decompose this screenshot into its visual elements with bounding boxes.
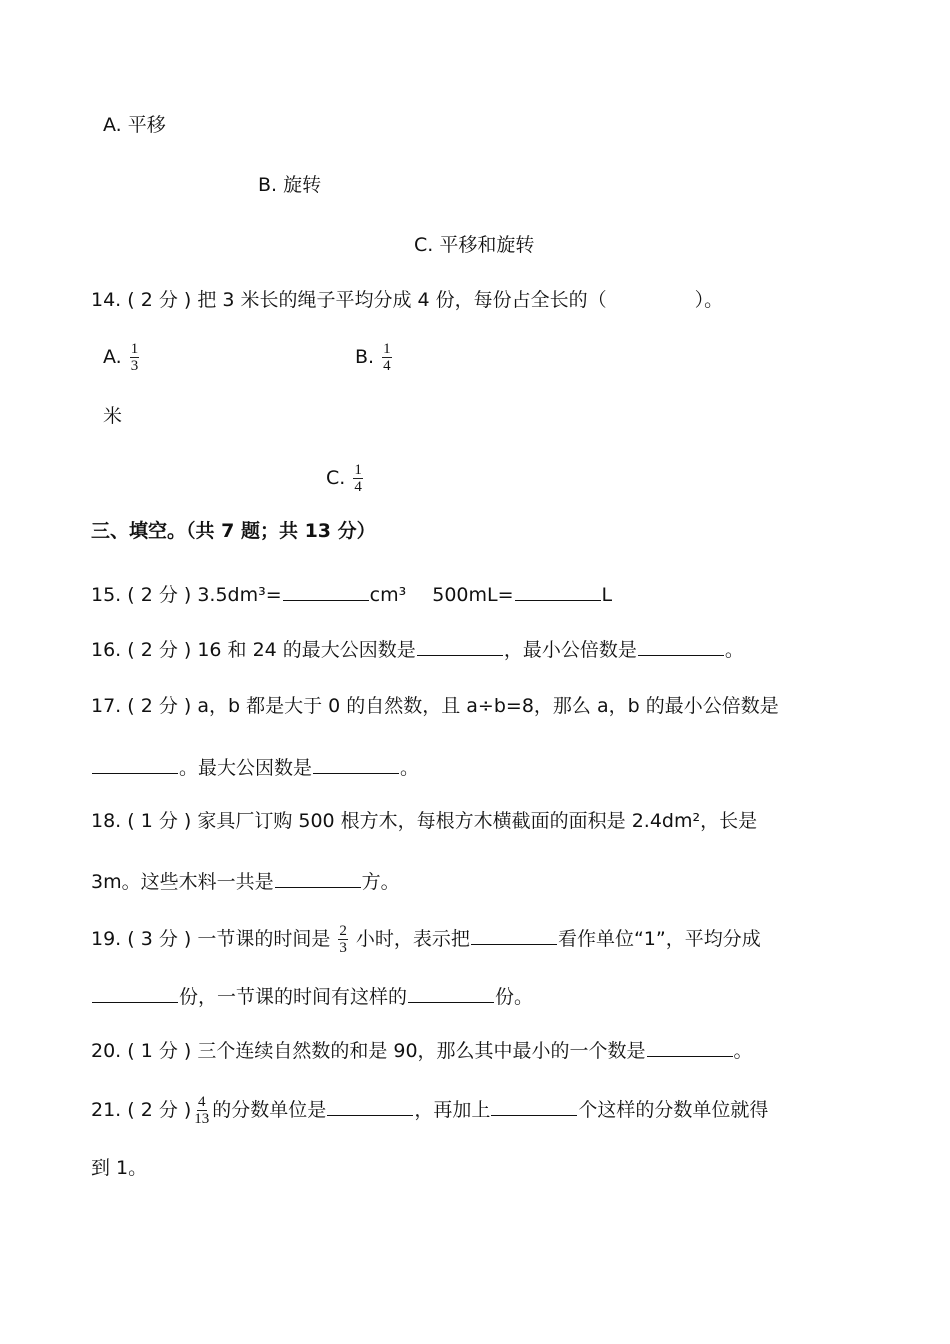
fraction-numerator: 1 <box>383 341 391 357</box>
q13-option-c: C. 平移和旋转 <box>414 234 535 256</box>
q18-text-1: 3m。这些木料一共是 <box>91 871 274 893</box>
q14-option-a-fraction <box>130 341 140 374</box>
q20-text-1: 20. ( 1 分 ) 三个连续自然数的和是 90，那么其中最小的一个数是 <box>91 1040 646 1062</box>
q14-option-c-label: C. <box>326 467 346 489</box>
q21-text-2: 的分数单位是 <box>212 1099 327 1121</box>
fraction-denominator: 4 <box>383 358 391 374</box>
q21-line-2: 到 1。 <box>91 1157 148 1179</box>
q13-option-a: A. 平移 <box>103 114 166 136</box>
q16-text-1: 16. ( 2 分 ) 16 和 24 的最大公因数是 <box>91 639 416 661</box>
answer-blank[interactable] <box>92 984 178 1003</box>
q14-prefix: 14. ( 2 分 ) 把 3 米长的绳子平均分成 4 份，每份占全长的（ <box>91 289 607 311</box>
q21-text-1: 21. ( 2 分 ) <box>91 1099 192 1121</box>
q14-option-b <box>355 341 394 374</box>
q18-line-1: 18. ( 1 分 ) 家具厂订购 500 根方木，每根方木横截面的面积是 2.4dm²，长是 <box>91 810 758 832</box>
answer-blank[interactable] <box>491 1097 577 1116</box>
q21-text-4: 个这样的分数单位就得 <box>578 1099 769 1121</box>
fraction-denominator: 4 <box>354 479 362 495</box>
q17-text-3: 。 <box>400 757 420 779</box>
q21-fraction <box>193 1094 210 1127</box>
q19-text-2: 小时，表示把 <box>355 928 470 950</box>
answer-blank[interactable] <box>647 1038 733 1057</box>
q18-text-2: 方。 <box>361 871 400 893</box>
q15-text-4: L <box>601 584 613 606</box>
q16-text-2: ，最小公倍数是 <box>503 639 637 661</box>
fraction-numerator: 2 <box>339 923 347 939</box>
q16-text-3: 。 <box>724 639 744 661</box>
answer-blank[interactable] <box>275 869 361 888</box>
q15-text-1: 15. ( 2 分 ) 3.5dm³= <box>91 584 282 606</box>
answer-blank[interactable] <box>408 984 494 1003</box>
q14-question <box>91 287 723 313</box>
fraction-denominator: 3 <box>339 940 347 956</box>
q19-line-2 <box>91 984 533 1010</box>
q15 <box>91 582 612 608</box>
answer-blank[interactable] <box>313 755 399 774</box>
q19-line-1 <box>91 923 761 956</box>
q20 <box>91 1038 753 1064</box>
fraction-numerator: 1 <box>354 462 362 478</box>
q19-text-3: 看作单位“1”，平均分成 <box>557 928 761 950</box>
q14-suffix: ）。 <box>694 289 724 311</box>
q15-text-3: 500mL= <box>432 584 514 606</box>
q14-option-b-label: B. <box>355 346 375 368</box>
q17-text-2: 。最大公因数是 <box>179 757 313 779</box>
q13-option-b: B. 旋转 <box>258 174 322 196</box>
q19-text-4: 份，一节课的时间有这样的 <box>179 986 408 1008</box>
q14-option-a-label: A. <box>103 346 122 368</box>
answer-blank[interactable] <box>417 637 503 656</box>
q14-option-c <box>326 462 365 495</box>
answer-blank[interactable] <box>327 1097 413 1116</box>
section-heading: 三、填空。（共 7 题；共 13 分） <box>91 520 376 542</box>
q14-option-c-fraction <box>353 462 363 495</box>
q19-text-5: 份。 <box>495 986 534 1008</box>
q17-line-1: 17. ( 2 分 ) a，b 都是大于 0 的自然数，且 a÷b=8，那么 a，b 的最小公倍数是 <box>91 695 779 717</box>
fraction-denominator: 13 <box>194 1111 210 1127</box>
q17-line-2 <box>91 755 419 781</box>
fraction-denominator: 3 <box>130 358 139 374</box>
q21-text-3: ，再加上 <box>414 1099 491 1121</box>
q16 <box>91 637 744 663</box>
answer-blank[interactable] <box>92 755 178 774</box>
q19-text-1: 19. ( 3 分 ) 一节课的时间是 <box>91 928 331 950</box>
answer-blank[interactable] <box>283 582 369 601</box>
fraction-numerator: 1 <box>130 341 139 357</box>
answer-blank[interactable] <box>471 926 557 945</box>
q18-line-2 <box>91 869 400 895</box>
fraction-numerator: 4 <box>198 1094 206 1110</box>
q14-option-a <box>103 341 141 374</box>
answer-blank[interactable] <box>638 637 724 656</box>
q20-text-2: 。 <box>733 1040 753 1062</box>
q21-line-1 <box>91 1094 768 1127</box>
q19-fraction <box>338 923 348 956</box>
q15-text-2: cm³ <box>369 584 407 606</box>
answer-blank[interactable] <box>515 582 601 601</box>
q14-option-a-unit: 米 <box>103 405 123 427</box>
q14-option-b-fraction <box>382 341 392 374</box>
